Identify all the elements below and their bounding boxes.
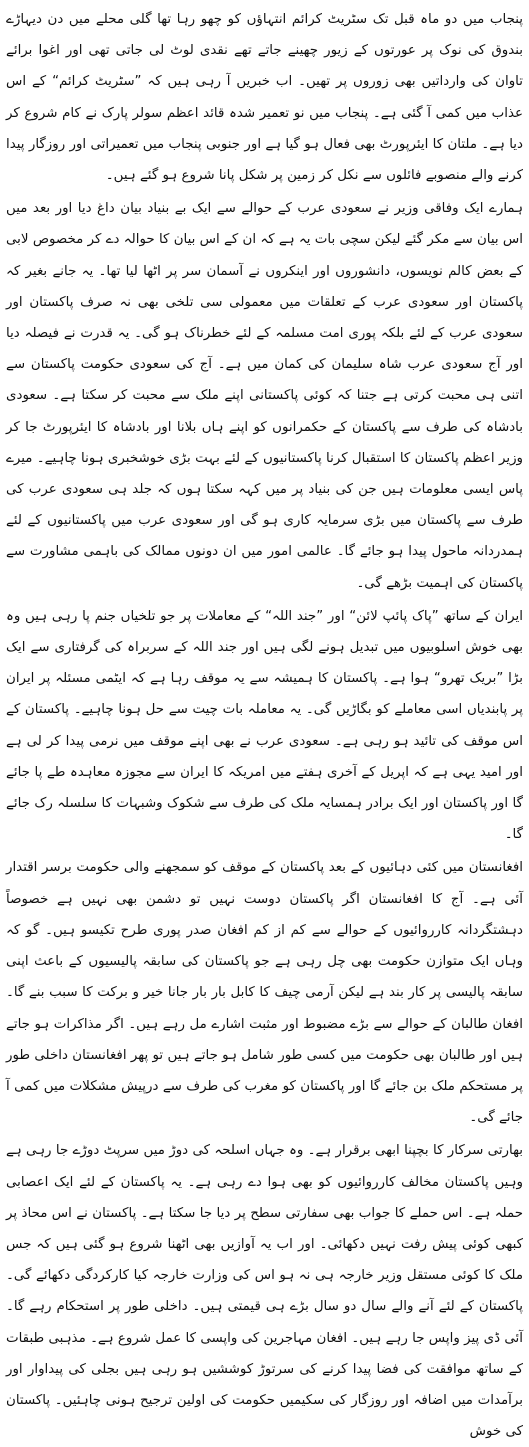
article-paragraph-india: بھارتی سرکار کا بچپنا ابھی برقرار ہے۔ وہ جہاں اسلحہ کی دوڑ میں سرپٹ دوڑے جا رہی ہے وہیں پاکستان مخالف کارروائیوں کو بھی ہوا دے رہی ہے۔ یہ پاکستان کے لئے ایک اعصابی حملہ ہے۔ اس حملے کا جواب بھی سفارتی سطح پر دیا جا سکتا ہے۔ پاکستان نے اس محاذ پر کبھی کوئی پیش رفت نہیں دکھائی۔ اور اب یہ آوازیں بھی اٹھنا شروع ہو گئی ہیں کہ جس ملک کا کوئی مستقل وزیر خارجہ ہی نہ ہو اس کی وزارت خارجہ کیا کارکردگی دکھائے گی۔ پاکستان کے لئے آنے والے سال دو سال بڑے ہی قیمتی ہیں۔ داخلی طور پر استحکام رہے گا۔ آئی ڈی پیز واپس جا رہے ہیں۔ افغان مہاجرین کی واپسی کا عمل شروع ہے۔ مذہبی طبقات کے ساتھ موافقت کی فضا پیدا کرنے کی سرتوڑ کوششیں ہو رہی ہیں بجلی کی پیداوار اور برآمدات میں اضافہ اور روزگار کی سکیمیں حکومت کی اولین ترجیح ہونی چاہئیں۔ پاکستان کی خوش — [6, 1143, 523, 1440]
article-paragraph-punjab: پنجاب میں دو ماہ قبل تک سٹریٹ کرائم انتہاؤں کو چھو رہا تھا گلی محلے میں دن دیہاڑے بندوق کی نوک پر عورتوں کے زیور چھینے جاتے تھے نقدی لوٹ لی جاتی تھی اور اغوا برائے تاوان کی وارداتیں بھی زوروں پر تھیں۔ اب خبریں آ رہی ہیں کہ ”سٹریٹ کرائم“ کے اس عذاب میں کمی آ گئی ہے۔ پنجاب میں نو تعمیر شدہ قائد اعظم سولر پارک نے کام شروع کر دیا ہے۔ ملتان کا ایئرپورٹ بھی فعال ہو گیا ہے اور جنوبی پنجاب میں تعمیراتی اور روزگار پیدا کرنے والے منصوبے فائلوں سے نکل کر زمین پر شکل پانا شروع ہو گئے ہیں۔ — [6, 12, 523, 184]
article-paragraph-saudi-arabia: ہمارے ایک وفاقی وزیر نے سعودی عرب کے حوالے سے ایک بے بنیاد بیان داغ دیا اور بعد میں اس بیان سے مکر گئے لیکن سچی بات یہ ہے کہ ان کے اس بیان کا حوالہ دے کر مخصوص لابی کے بعض کالم نویسوں، دانشوروں اور اینکروں نے آسمان سر پر اٹھا لیا تھا۔ یہ جانے بغیر کہ پاکستان اور سعودی عرب کے تعلقات میں معمولی سی تلخی بھی نہ صرف پاکستان اور سعودی عرب کے لئے بلکہ پوری امت مسلمہ کے لئے خطرناک ہو گی۔ یہ قدرت نے فیصلہ دیا اور آج سعودی عرب شاہ سلیمان کی کمان میں ہے۔ آج کی سعودی حکومت پاکستان سے اتنی ہی محبت کرتی ہے جتنا کہ کوئی پاکستانی اپنے ملک سے محبت کر سکتا ہے۔ سعودی بادشاہ کی طرف سے پاکستان کے حکمرانوں کو اپنے ہاں بلانا اور بادشاہ کا ایئرپورٹ جا کر وزیر اعظم پاکستان کا استقبال کرنا پاکستانیوں کے لئے بہت بڑی خوشخبری ہونا چاہیے۔ میرے پاس ایسی معلومات ہیں جن کی بنیاد پر میں کہہ سکتا ہوں کہ جلد ہی سعودی عرب کی طرف سے پاکستان میں بڑی سرمایہ کاری ہو گی اور سعودی عرب میں پاکستانیوں کے لئے ہمدردانہ ماحول پیدا ہو جائے گا۔ عالمی امور میں ان دونوں ممالک کی باہمی مشاورت سے پاکستان کی اہمیت بڑھے گی۔ — [6, 201, 523, 591]
article-paragraph-iran: ایران کے ساتھ ”پاک پائپ لائن“ اور ”جند اللہ“ کے معاملات پر جو تلخیاں جنم پا رہی ہیں وہ بھی خوش اسلوبیوں میں تبدیل ہونے لگی ہیں اور جند اللہ کے سربراہ کی گرفتاری سے ایک بڑا ”بریک تھرو“ ہوا ہے۔ پاکستان کا ہمیشہ سے یہ موقف رہا ہے کہ ایٹمی مسئلہ پر ایران پر پابندیاں اسی معاملے کو بگاڑیں گی۔ یہ معاملہ بات چیت سے حل ہونا چاہیے۔ پاکستان کے اس موقف کی تائید ہو رہی ہے۔ سعودی عرب نے بھی اپنے موقف میں نرمی پیدا کر لی ہے اور امید یہی ہے کہ اپریل کے آخری ہفتے میں امریکہ کا ایران سے مجوزہ معاہدہ طے پا جائے گا اور پاکستان اور ایک برادر ہمسایہ ملک کی طرف سے شکوک وشبہات کا سلسلہ رک جائے گا۔ — [6, 608, 523, 843]
article-paragraph-afghanistan: افغانستان میں کئی دہائیوں کے بعد پاکستان کے موقف کو سمجھنے والی حکومت برسر اقتدار آئی ہے۔ آج کا افغانستان اگر پاکستان دوست نہیں تو دشمن بھی نہیں ہے خصوصاً دہشتگردانہ کارروائیوں کے حوالے سے کم از کم افغان صدر پوری طرح تکیسو ہیں۔ گو کہ وہاں ایک متوازن حکومت بھی چل رہی ہے جو پاکستان کی سابقہ پالیسیوں کے باعث اپنی سابقہ پالیسی پر کار بند ہے لیکن آرمی چیف کا کابل بار بار جانا خیر و برکت کا سبب بنے گا۔ افغان طالبان کے حوالے سے بڑے مضبوط اور مثبت اشارے مل رہے ہیں۔ اگر مذاکرات ہو جاتے ہیں اور طالبان بھی حکومت میں کسی طور شامل ہو جاتے ہیں تو پھر افغانستان داخلی طور پر مستحکم ملک بن جائے گا اور پاکستان کو مغرب کی طرف سے درپیش مشکلات میں کمی آ جائے گی۔ — [6, 860, 523, 1126]
